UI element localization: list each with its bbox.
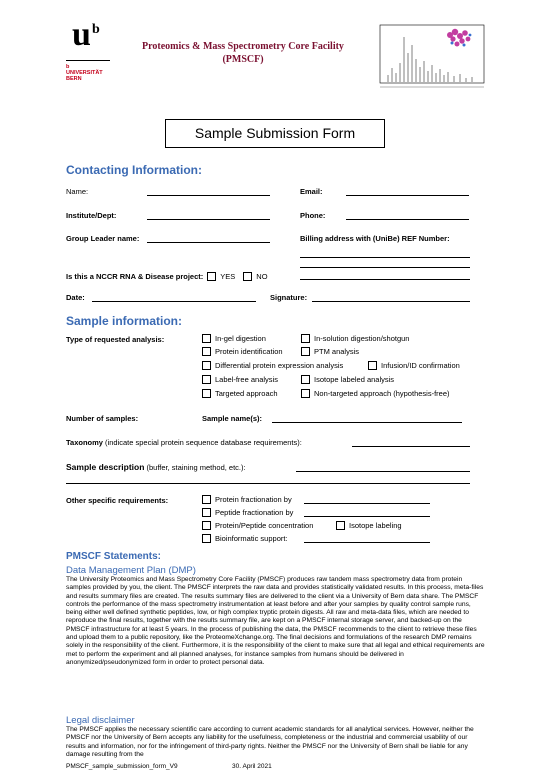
number-of-samples-label: Number of samples:: [66, 414, 139, 423]
date-field[interactable]: [92, 301, 256, 302]
billing-field-line-1[interactable]: [300, 257, 470, 258]
group-leader-field[interactable]: [147, 242, 270, 243]
option-in-solution-digestion[interactable]: In-solution digestion/shotgun: [301, 334, 409, 343]
option-ptm-analysis[interactable]: PTM analysis: [301, 347, 359, 356]
checkbox[interactable]: [301, 389, 310, 398]
checkbox[interactable]: [301, 375, 310, 384]
checkbox[interactable]: [202, 334, 211, 343]
footer-filename: PMSCF_sample_submission_form_V9: [66, 763, 178, 770]
nccr-no-checkbox[interactable]: [243, 272, 252, 281]
email-field[interactable]: [346, 195, 469, 196]
checkbox[interactable]: [368, 361, 377, 370]
description-field-line-1[interactable]: [296, 471, 470, 472]
description-row: Sample description (buffer, staining method, etc.):: [66, 462, 246, 472]
taxonomy-row: Taxonomy (indicate special protein sequence database requirements):: [66, 438, 302, 447]
dmp-paragraph: The University Proteomics and Mass Spectrometry Core Facility (PMSCF) produces raw tandem mass spectrometry data from protein samples provided by you, the client. The PMSCF interprets the raw data and provides statistically validated results. In this process, meta-files and results summary files are created. The results summary files are delivered to the client via a University of Bern data share. The PMSCF controls the performance of the mass spectrometry instrumentation at least before and after your samples by quality control sample runs, being either well defined synthetic peptides, low, or high complex tryptic protein digests. All raw and meta-data files, which are needed to reproduce the final results, together with the results summary file, are kept on a PMSCF internal storage server, and backed-up on the PMSCF infrastructure for at least 5 years. In the process of publishing the data, the PMSCF recommends to the client to retrieve these files and upload them to a public repository, like the ProteomeXchange.org. The final decisions and formulations of the research DMP remains solely in the responsibility of the client. Furthermore, it is the responsibility of the client to make sure that all legal and ethical requirements are met to perform the experiment and all planned analyses, for instance samples from humans should be delivered in anonymized/pseudonymized form in order to protect personal data.: [66, 576, 485, 666]
option-infusion-id[interactable]: Infusion/ID confirmation: [368, 361, 460, 370]
option-bioinformatic-support[interactable]: Bioinformatic support:: [202, 534, 288, 543]
sample-names-label: Sample name(s):: [202, 414, 263, 423]
group-leader-label: Group Leader name:: [66, 234, 140, 243]
phone-label: Phone:: [300, 211, 326, 220]
checkbox[interactable]: [202, 347, 211, 356]
option-protein-fractionation[interactable]: Protein fractionation by: [202, 495, 292, 504]
facility-name: Proteomics & Mass Spectrometry Core Facility (PMSCF): [142, 41, 344, 65]
option-protein-identification[interactable]: Protein identification: [202, 347, 283, 356]
option-targeted-approach[interactable]: Targeted approach: [202, 389, 278, 398]
university-logo-superscript: b: [92, 22, 100, 37]
phone-field[interactable]: [346, 219, 469, 220]
signature-label: Signature:: [270, 293, 308, 302]
taxonomy-field[interactable]: [352, 446, 470, 447]
protein-fractionation-field[interactable]: [304, 503, 430, 504]
description-field-line-2[interactable]: [66, 483, 470, 484]
billing-field-line-2[interactable]: [300, 267, 470, 268]
dmp-heading: Data Management Plan (DMP): [66, 565, 196, 576]
billing-label: Billing address with (UniBe) REF Number:: [300, 234, 450, 243]
legal-heading: Legal disclaimer: [66, 715, 135, 726]
institute-label: Institute/Dept:: [66, 211, 117, 220]
legal-paragraph: The PMSCF applies the necessary scientific care according to current academic standards for all analytical services. However, neither the PMSCF nor the University of Bern accepts any liability for the usefulness, completeness or the industrial and commercial usability of our results and information, nor for the infringement of third-party rights. Neither the PMSCF nor the University of Bern shall be liable for any damage resulting from the: [66, 726, 474, 758]
option-non-targeted-approach[interactable]: Non-targeted approach (hypothesis-free): [301, 389, 450, 398]
checkbox[interactable]: [202, 495, 211, 504]
university-name: b UNIVERSITÄT BERN: [66, 64, 103, 82]
option-concentration[interactable]: Protein/Peptide concentration: [202, 521, 313, 530]
checkbox[interactable]: [301, 347, 310, 356]
sample-section-heading: Sample information:: [66, 314, 183, 328]
option-isotope-labeling[interactable]: Isotope labeling: [336, 521, 402, 530]
analysis-type-label: Type of requested analysis:: [66, 335, 165, 344]
option-isotope-labeled[interactable]: Isotope labeled analysis: [301, 375, 394, 384]
bioinformatic-support-field[interactable]: [304, 542, 430, 543]
option-peptide-fractionation[interactable]: Peptide fractionation by: [202, 508, 293, 517]
option-differential-expression[interactable]: Differential protein expression analysis: [202, 361, 343, 370]
university-logo-letter: u: [72, 16, 91, 53]
logo-divider: [66, 60, 110, 61]
checkbox[interactable]: [202, 389, 211, 398]
checkbox[interactable]: [202, 375, 211, 384]
signature-field[interactable]: [312, 301, 470, 302]
checkbox[interactable]: [202, 534, 211, 543]
footer-date: 30. April 2021: [232, 763, 272, 770]
sample-names-field[interactable]: [272, 422, 462, 423]
contact-section-heading: Contacting Information:: [66, 163, 202, 177]
institute-field[interactable]: [147, 219, 270, 220]
name-field[interactable]: [147, 195, 270, 196]
checkbox[interactable]: [336, 521, 345, 530]
billing-field-line-3[interactable]: [300, 279, 470, 280]
checkbox[interactable]: [301, 334, 310, 343]
name-label: Name:: [66, 187, 89, 196]
other-requirements-label: Other specific requirements:: [66, 496, 169, 505]
nccr-question: Is this a NCCR RNA & Disease project: YES NO: [66, 272, 268, 281]
checkbox[interactable]: [202, 521, 211, 530]
checkbox[interactable]: [202, 361, 211, 370]
option-label-free[interactable]: Label-free analysis: [202, 375, 278, 384]
checkbox[interactable]: [202, 508, 211, 517]
nccr-yes-checkbox[interactable]: [207, 272, 216, 281]
mass-spectrum-image: [366, 23, 486, 95]
date-label: Date:: [66, 293, 85, 302]
peptide-fractionation-field[interactable]: [304, 516, 430, 517]
option-in-gel-digestion[interactable]: In-gel digestion: [202, 334, 266, 343]
form-title: Sample Submission Form: [165, 119, 385, 148]
statements-heading: PMSCF Statements:: [66, 551, 162, 562]
email-label: Email:: [300, 187, 323, 196]
